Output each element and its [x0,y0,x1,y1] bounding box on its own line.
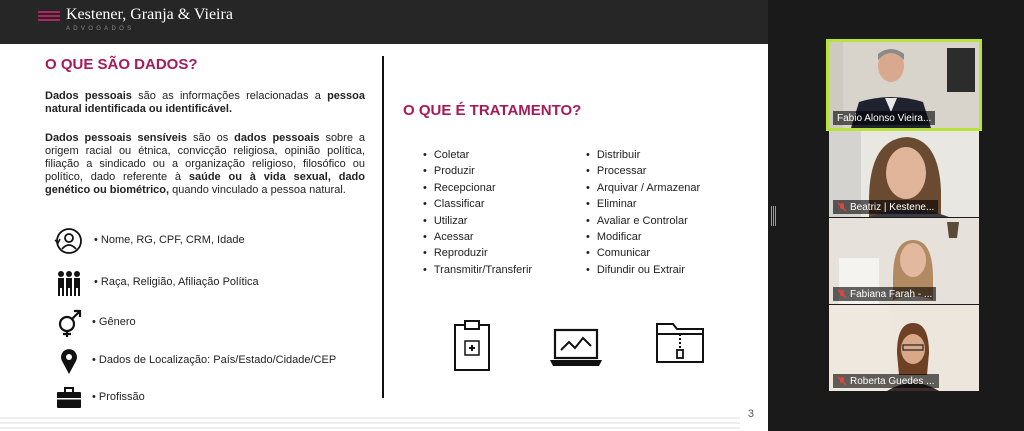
video-tile-fabio[interactable] [829,42,979,128]
laptop-chart-icon [549,328,603,368]
slide-header [0,0,768,44]
data-item-text: • Dados de Localização: País/Estado/Cidade/CEP [92,354,337,366]
people-group-icon [54,268,84,298]
list-item: • Transmitir/Transferir [423,262,532,278]
left-section-title: O QUE SÃO DADOS? [45,56,198,73]
id-person-icon [54,226,84,256]
participant-name-label: Beatriz | Kestene... [833,200,938,214]
video-tile-fabiana[interactable] [829,218,979,304]
data-item-text: • Gênero [92,316,136,328]
microphone-muted-icon [837,289,847,299]
brand-name: Kestener, Granja & Vieira [66,6,233,23]
list-item: • Coletar [423,147,532,163]
participant-name-label: Roberta Guedes ... [833,374,939,388]
list-item: • Modificar [586,229,700,245]
video-tile-beatriz[interactable] [829,131,979,217]
brand-subtitle: ADVOGADOS [66,26,135,32]
zip-folder-icon [655,320,705,364]
medical-clipboard-icon [452,320,492,372]
list-item: • Reproduzir [423,245,532,261]
list-item: • Distribuir [586,147,700,163]
data-item-text: • Raça, Religião, Afiliação Política [94,276,259,288]
list-item: • Arquivar / Armazenar [586,180,700,196]
video-tile-roberta[interactable] [829,305,979,391]
data-item-text: • Nome, RG, CPF, CRM, Idade [94,234,245,246]
list-item: • Comunicar [586,245,700,261]
list-item: • Produzir [423,163,532,179]
list-item: • Recepcionar [423,180,532,196]
participant-name-label: Fabio Alonso Vieira... [833,111,935,125]
page-number: 3 [747,408,754,420]
list-item: • Eliminar [586,196,700,212]
location-pin-icon [54,346,84,376]
microphone-muted-icon [837,376,847,386]
footer-decoration [0,409,740,431]
processing-list-col2 [586,147,700,278]
column-divider [382,56,384,398]
list-item: • Acessar [423,229,532,245]
list-item: • Processar [586,163,700,179]
panel-resize-handle[interactable] [771,206,776,226]
microphone-muted-icon [837,202,847,212]
participant-name-label: Fabiana Farah - ... [833,287,936,301]
list-item: • Utilizar [423,213,532,229]
data-item-text: • Profissão [92,391,145,403]
gender-symbol-icon [54,308,84,338]
personal-data-definition: Dados pessoais são as informações relacionadas a pessoa natural identificada ou identificável. [45,90,365,115]
right-section-title: O QUE É TRATAMENTO? [403,102,582,119]
sensitive-data-definition: Dados pessoais sensíveis são os dados pessoais sobre a origem racial ou étnica, convicção religiosa, opinião política, filiação a sindicado ou a organização religioso, filosófico ou político, dado referente à saúde ou à vida sexual, dado genético ou biométrico, quando vinculado a pessoa natural. [45,132,365,196]
list-item: • Difundir ou Extrair [586,262,700,278]
brand-logo-mark [38,11,60,21]
processing-list-col1 [423,147,532,278]
list-item: • Classificar [423,196,532,212]
list-item: • Avaliar e Controlar [586,213,700,229]
